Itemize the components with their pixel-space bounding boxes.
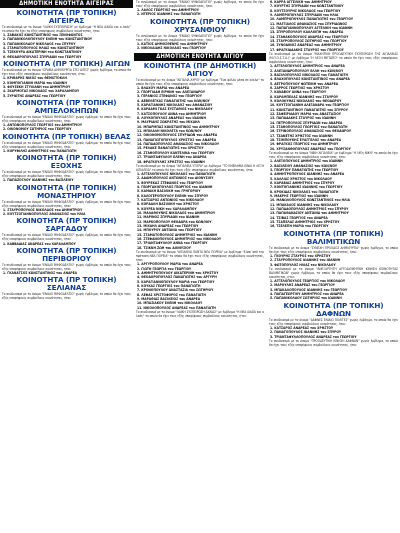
council-block (0, 217, 133, 245)
candidate-name: 17. ΤΡΙΑΝΤΑΦΥΛΛΟΥ ΑΝΝΑ του ΓΕΩΡΓΙΟΥ (137, 241, 208, 246)
candidate-name: 16. ΣΥΝΟΔΙΝΟΣ ΑΝΔΡΕΑΣ του ΔΗΜΗΤΡΙΟΥ (270, 43, 342, 48)
ticket-intro: Το συνδυασμό με το όνομα "ΑΝΕΞΑΡΤΗΤΗ ΑΥΤΟΔΙΟΙΚΗΤΙΚΗ ΚΙΝΗΣΗ ΚΟΙΝΟΤΗΤΑΣ ΒΑΛΙΜΙΤΙΚΩΝ" χωρίς έμβλημα, το οποίο θα έχει τους εξής υποψήφιους συμβούλους κοινότητας, ήτοι: (269, 266, 398, 279)
column-1 (0, 0, 133, 533)
candidate-name: 1. ΚΑΤΙΟΣ ΔΗΜΟΣΘΕΝΗΣ του ΔΗΜΗΤΡΙΟΥ (137, 41, 208, 46)
ticket-intro: Το συνδυασμό με το όνομα "ΕΝΙΑΙΟ ΨΗΦΟΔΕΛΤΙΟ" χωρίς έμβλημα, το οποίο θα έχει τους εξής υποψήφιους συμβούλους κοινότητας, ήτοι: (2, 140, 131, 149)
candidate-list (134, 8, 266, 17)
section-title: ΚΟΙΝΟΤΗΤΑ (ΠΡ ΤΟΠΙΚΗ) ΑΜΠΕΛΟΚΗΠΩΝ (16, 97, 117, 115)
candidate-name: 3. ΓΕΡΑΝΙΟΣ ΣΤΕΦΑΝΟΣ του ΓΕΩΡΓΙΟΥ (137, 94, 202, 99)
candidate-list (0, 123, 133, 132)
candidate-name: 1. ΚΑΤΣΑΡΟΣ ΑΝΔΡΕΑΣ του ΧΡΗΣΤΟΥ (270, 325, 334, 330)
candidate-name: 1. ΑΝΤΩΝΟΠΟΥΛΟΣ ΓΕΩΡΓΙΟΣ του ΔΗΜΗΤΡΙΟΥ (3, 123, 83, 128)
candidate-name: 15. ΣΤΑΜΑΤΟΠΟΥΛΟΣ ΔΗΜΗΤΡΙΟΣ του ΙΩΑΝΝΗ (137, 232, 217, 237)
candidate-list (267, 159, 400, 229)
ticket-intro: Το συνδυασμό με το όνομα "ΕΝΙΑΙΟ ΨΗΦΟΔΕΛΤΙΟ" χωρίς έμβλημα, το οποίο θα έχει τους εξής υποψήφιους συμβούλους κοινότητας, ήτοι: (2, 170, 131, 179)
candidate-name: 7. ΚΟΝΤΟΓΙΑΝΝΗΣ ΙΩΑΝΝΗΣ του ΓΕΩΡΓΙΟΥ (270, 185, 343, 190)
candidate-name: 10. ΚΟΥΤΣΟΓΙΑΝΝΗ ΑΛΕΞΑΝΔΡΑ του ΓΕΩΡΓΙΟΥ (270, 103, 350, 108)
candidate-name: 12. ΠΑΠΑΓΙΑΝΝΟΠΟΥΛΟΥ ΑΓΓΕΛΙΚΗ του ΙΩΑΝΝΗ (270, 26, 353, 31)
candidate-name: 19. ΦΡΑΓΚΟΣ ΓΕΩΡΓΙΟΣ του ΔΗΜΗΤΡΙΟΥ (270, 142, 339, 147)
candidate-name: 10. ΜΑΛΑΘΟΥΝΗΣ ΝΙΚΟΛΑΟΣ του ΔΗΜΗΤΡΙΟΥ (137, 211, 216, 216)
candidate-name: 18. ΤΣΙΜΠΟΥΚΗΣ ΕΥΑΓΓΕΛΟΣ του ΑΝΔΡΕΑ (270, 138, 342, 143)
ticket-intro: Το συνδυασμό με το όνομα "ΕΝΙΑΙΟ ΨΗΦΟΔΕΛΤΙΟ" χωρίς έμβλημα, το οποίο θα έχει τους εξής υποψήφιους συμβούλους κοινότητας, ήτοι: (2, 233, 131, 242)
candidate-name: 10. ΛΑΜΠΡΟΠΟΥΛΟΣ ΠΑΝΑΓΙΩΤΗΣ του ΓΕΩΡΓΙΟΥ (270, 17, 354, 22)
candidate-name: 9. ΜΑΥΡΙΔΗΣ ΣΩΚΡΑΤΗΣ του ΜΙΧΑΗΛ (137, 120, 200, 125)
candidate-name: 11. ΜΑΡΙΝΟΣ ΣΠΥΡΙΔΩΝ του ΙΩΑΝΝΗ (137, 215, 200, 220)
candidate-name: 14. ΠΕΤΡΟΠΟΥΛΟΣ ΣΠΥΡΙΔΩΝ του ΑΝΔΡΕΑ (270, 120, 343, 125)
candidate-name: 15. ΣΤΑΘΟΠΟΥΛΟΣ ΓΕΩΡΓΙΟΣ του ΠΑΝΑΓΙΩΤΗ (270, 125, 348, 130)
candidate-list (134, 42, 266, 51)
candidate-name: 3. ΒΑΣΙΛΟΠΟΥΛΟΣ ΝΙΚΟΛΑΟΣ του ΠΑΝΑΓΙΩΤΗ (270, 72, 348, 77)
candidate-name: 10. ΜΠΑΣΙΑΚΟΥ ΕΛΕΝΗ του ΝΙΚΟΛΑΟΥ (137, 301, 203, 306)
candidate-name: 10. ΜΑΝΩΛΟΠΟΥΛΟΣ ΚΩΝΣΤΑΝΤΙΝΟΣ του ΗΛΙΑ (270, 198, 350, 203)
candidate-name: 2. ΜΑΡΟΥΛΗΣ ΑΝΔΡΕΑΣ του ΓΕΩΡΓΙΟΥ (270, 283, 335, 288)
candidate-name: 13. ΠΑΝΑΓΙΩΤΟΠΟΥΛΟΣ ΧΡΗΣΤΟΣ του ΑΝΔΡΕΑ (137, 137, 217, 142)
section-title: ΚΟΙΝΟΤΗΤΑ (ΠΡ ΤΟΠΙΚΗ) ΔΑΦΝΩΝ (283, 300, 384, 318)
council-block (0, 276, 133, 300)
candidate-list (0, 178, 133, 182)
section-title: ΚΟΙΝΟΤΗΤΑ (ΠΡ ΤΟΠΙΚΗ) ΣΕΛΙΑΝΑΣ (16, 275, 117, 293)
candidate-list (0, 208, 133, 217)
candidate-name: 9. ΜΑΡΑΘΙΑΣ ΒΑΣΙΛΕΙΟΣ του ΑΝΔΡΕΑ (137, 297, 201, 302)
section-title: ΚΟΙΝΟΤΗΤΑ (ΠΡ ΤΟΠΙΚΗ) ΑΙΓΕΙΡΑΣ (16, 8, 117, 25)
candidate-name: 1. ΒΛΑΧΟΥ ΜΑΡΙΑ του ΑΝΔΡΕΑ (137, 85, 190, 90)
candidate-name: 14. ΜΠΟΥΡΟΥ ΑΝΤΩΝΙΑ του ΓΕΩΡΓΙΟΥ (137, 228, 202, 233)
candidate-name: 5. ΚΑΡΑΓΙΑΝΝΗΣ ΝΙΚΟΛΑΟΣ του ΑΘΑΝΑΣΙΟΥ (137, 103, 213, 108)
candidate-name: 3. ΒΟΥΡΕΚΑΣ ΣΤΕΦΑΝΟΣ του ΓΕΩΡΓΙΟΥ (137, 180, 204, 185)
council-block (267, 52, 400, 151)
ticket-intro: Το συνδυασμό με το όνομα "ΜΑΧΗΤΙΚΗ ΠΡΟΟΔΕΥΤΙΚΗ ΣΥΣΠΕΙΡΩΣΗ ΤΗΣ ΑΙΓΙΑΛΕΙΑΣ (Μ.Π.Ο.Σ.Τ.Α.)" με έμβλημα "Η ΛΕΞΗ ΜΕΤΩΠΟ" το οποίο θα έχει τους εξής υποψήφιους συμβούλους κοινότητας, ήτοι: (269, 52, 398, 65)
candidate-name: 16. ΣΤΑΘΟΠΟΥΛΟΥ ΚΑΝΤΕΛΙΝΑ του ΓΕΩΡΓΙΟΥ (137, 150, 215, 155)
candidate-name: 15. ΡΕΛΑΚΕ ΠΑΝΑΓΙΩΤΗΣ του ΧΡΗΣΤΟΥ (137, 146, 204, 151)
section-bar: ΔΗΜΟΤΙΚΗ ΕΝΟΤΗΤΑ ΑΙΓΕΙΡΑΣ (0, 0, 133, 8)
candidate-name: 1. ΠΑΠΑΖΟΓΛΟΥ ΙΩΑΝΝΗΣ του ΒΑΣΙΛΕΙΟΥ (3, 178, 74, 183)
candidate-name: 2. ΟΙΚΟΝΟΜΟΥ ΣΩΤΗΡΙΟΣ του ΓΕΩΡΓΙΟΥ (3, 127, 72, 132)
candidate-name: 4. ΠΑΠΑΓΕΩΡΓΙΟΥ ΔΗΜΗΤΡΙΟΣ του ΑΝΔΡΕΑ (270, 292, 344, 297)
council-block (0, 154, 133, 182)
candidate-name: 1. ΑΓΓΕΛΟΠΟΥΛΟΣ ΓΕΩΡΓΙΟΣ του ΝΙΚΟΛΑΟΥ (270, 279, 346, 283)
candidate-name: 16. ΤΣΕΛΕΠΗ ΜΑΡΙΑ του ΓΕΩΡΓΙΟΥ (270, 224, 329, 229)
candidate-name: 4. ΓΕΩΡΓΑΚΟΠΟΥΛΟΣ ΓΕΩΡΓΙΟΣ του ΙΩΑΝΝΗ (137, 184, 213, 189)
candidate-name: 2. ΣΤΑΥΡΟΠΟΥΛΟΣ ΙΩΑΝΝΗΣ του ΙΩΑΝΝΗ (270, 258, 341, 263)
candidate-name: 5. ΣΥΡΙΩΤΗΣ ΑΝΔΡΕΑΣ του ΓΕΩΡΓΙΟΥ (3, 93, 66, 98)
candidate-name: 4. ΔΕΒΕΛΕΓΚΑΣ ΠΑΝΑΓΙΩΤΗΣ του ΚΩΝ/ΝΟΥ (137, 98, 210, 103)
ticket-intro: Το συνδυασμό με το όνομα "ΕΝΙΑΙΟ ΨΗΦΟΔΕΛΤΙΟ" χωρίς έμβλημα, το οποίο θα έχει τους εξής υποψήφιους συμβούλους κοινότητας, ήτοι: (2, 199, 131, 208)
candidate-list (0, 76, 133, 98)
candidate-name: 8. ΚΟΡΔΑΛΗ ΒΑΣΙΛΙΚΗ του ΧΡΗΣΤΟΥ (137, 202, 200, 207)
council-block (134, 18, 266, 51)
candidate-name: 2. ΝΙΚΟΛΑΪΔΗΣ ΝΙΚΟΛΑΟΣ του ΓΕΩΡΓΙΟΥ (137, 46, 206, 51)
council-block (0, 133, 133, 153)
candidate-name: 2. ΓΕΩΡΓΙΑΔΗ ΕΙΡΗΝΗ του ΑΛΕΞΑΝΔΡΟΥ (137, 90, 206, 94)
candidate-name: 8. ΚΑΡΑΜΠΕΛΑΣ ΙΩΑΝΝΗΣ του ΣΤΑΥΡΟΥ (270, 94, 339, 99)
candidate-name: 5. ΚΑΜΑΚΗ ΒΑΣΙΛΙΚΗ του ΓΡΗΓΟΡΙΟΥ (137, 189, 201, 194)
council-block (134, 62, 266, 164)
candidate-name: 15. ΣΤΑΥΡΟΠΟΥΛΟΣ ΣΩΤΗΡΙΟΣ του ΓΕΩΡΓΙΟΥ (270, 39, 347, 44)
candidate-name: 11. ΜΑΓΓΙΑΛΟΣ ΑΘΑΝΑΣΙΟΣ του ΣΠΥΡΙΔΩΝΟΣ (270, 21, 348, 26)
council-block (0, 184, 133, 217)
candidate-name: 2. ΝΤΕΡΙΟΣ ΙΩΑΝΝΗΣ του ΠΑΝΑΓΙΩΤΗ (137, 12, 201, 17)
candidate-name: 7. ΚΑΤΣΑΡΟΣ ΑΝΤΩΝΙΟΣ του ΝΙΚΟΛΑΟΥ (137, 198, 204, 202)
candidate-name: 8. ΚΟΥΤΣΟΥΡΗΣ ΝΙΚΟΛΑΟΣ του ΓΕΩΡΓΙΟΥ (270, 8, 341, 13)
candidate-name: 6. ΚΑΛΟΓΕΡΟΠΟΥΛΟΥ ΕΛΕΝΗ του ΣΠΥΡΟΥ (137, 193, 209, 198)
ticket-intro: Το συνδυασμό με το όνομα "ΛΑΪΚΗ ΣΥΣΠΕΙΡΩΣΗ ΑΧΑΪΑΣ" με έμβλημα "Η ΝΕΑ ΑΧΑΪΑ και ο λαός" το οποίο θα έχει τους εξής υποψήφιους συμβούλους κοινότητας, ήτοι: (136, 310, 264, 319)
council-block (0, 247, 133, 275)
ticket-intro: Το συνδυασμό με το όνομα "ΕΝΙΑΙΟ ΨΗΦΟΔΕΛΤΙΟ" χωρίς έμβλημα, το οποίο θα έχει τους εξής υποψήφιους συμβούλους κοινότητας, ήτοι: (2, 292, 131, 301)
candidate-name: 5. ΚΑΛΛΙΑΣ ΧΡΗΣΤΟΣ του ΝΙΚΟΛΑΟΥ (270, 176, 332, 181)
candidate-name: 8. ΚΡΟΚΙΔΑΣ ΝΙΚΟΛΑΟΣ του ΠΑΝΑΓΙΩΤΗ (270, 189, 339, 194)
candidate-name: 17. ΤΡΙΑΝΤΑΦΥΛΛΟΥ ΕΛΕΝΗ του ΑΝΔΡΕΑ (137, 155, 207, 160)
candidate-name: 7. ΚΟΥΡΤΗΣ ΣΠΥΡΙΔΩΝ του ΚΩΝΣΤΑΝΤΙΝΟΥ (270, 4, 344, 9)
section-bar: ΔΗΜΟΤΙΚΗ ΕΝΟΤΗΤΑ ΑΙΓΙΟΥ (134, 53, 266, 61)
candidate-name: 13. ΠΑΠΑΘΑΝΑΣΙΟΥ ΑΝΤΩΝΙΑ του ΔΗΜΗΤΡΙΟΥ (270, 211, 349, 216)
council-block (134, 250, 266, 310)
candidate-name: 10. ΜΠΑΡΜΠΑΣ ΚΩΝΣΤΑΝΤΙΝΟΣ του ΔΗΜΗΤΡΙΟΥ (137, 124, 220, 129)
candidate-name: 1. ΛΑΛΟΣ ΓΕΩΡΓΙΟΣ του ΔΗΜΗΤΡΙΟΥ (137, 8, 199, 13)
candidate-name: 4. ΔΗΜΗΤΡΟΠΟΥΛΟΣ ΙΩΑΝΝΗΣ του ΑΝΔΡΕΑ (270, 172, 345, 177)
candidate-name: 2. ΠΑΝΑΓΟΠΟΥΛΟΣ ΙΩΑΝΝΗΣ του ΣΠΥΡΟΥ (270, 330, 342, 335)
ticket-intro: Το συνδυασμό με το όνομα "ΣΥΝΕΧΗ ΠΡΟΟΔΟΣ ΔΗΜΙΟΥΡΓΙΑ" χωρίς έμβλημα, το οποίο θα έχει τους εξής υποψήφιους συμβούλους κοινότητας, ήτοι: (269, 245, 398, 254)
council-block (267, 230, 400, 267)
ticket-intro: Το συνδυασμό με το όνομα "ΕΝΙΑΙΟ ΨΗΦΟΔΕΛΤΙΟ" χωρίς έμβλημα, το οποίο θα έχει τους εξής υποψήφιους συμβούλους κοινότητας, ήτοι: (136, 0, 264, 9)
candidate-name: 1. ΓΚΑΝΑΤΣΟΣ ΚΩΝΣΤΑΝΤΙΝΟΣ του ΑΝΔΡΕΑ (3, 270, 78, 275)
candidate-name: 4. ΣΚΑΡΜΟΤΑΣ ΝΙΚΟΛΑΟΣ του ΧΑΡΑΛΑΜΠΟΥ (3, 89, 80, 94)
candidate-name: 17. ΦΡΑΓΚΙΑΔΑΚΗΣ ΣΤΑΥΡΟΣ του ΓΕΩΡΓΙΟΥ (270, 47, 344, 52)
candidate-name: 11. ΝΙΚΟΛΟΠΟΥΛΟΣ ΑΝΔΡΕΑΣ του ΠΑΝΑΓΙΩΤΗ (137, 305, 216, 310)
council-block (134, 310, 266, 318)
candidate-name: 11. ΚΩΝΣΤΑΝΤΙΝΟΥ ΠΑΝΑΓΙΩΤΗΣ του ΣΠΥΡΟΥ (270, 107, 348, 112)
ticket-intro: Το συνδυασμό με το όνομα "ΠΡΟΟΔΕΥΤΙΚΗ ΚΙΝΗΣΗ ΔΑΦΝΩΝ" χωρίς έμβλημα, το οποίο θα έχει τους εξής υποψήφιους συμβούλους κοινότητας, ήτοι: (269, 338, 398, 347)
section-title: ΚΟΙΝΟΤΗΤΑ (ΠΡ ΤΟΠΙΚΗ) ΒΑΛΙΜΙΤΙΚΩΝ (283, 228, 384, 246)
candidate-list (267, 279, 400, 301)
candidate-name: 5. ΔΕΤΡΟΠΟΥΛΟΥ ΦΩΤΕΙΝΗ του ΑΝΔΡΕΑ (270, 81, 339, 86)
candidate-list (134, 86, 266, 164)
candidate-name: 14. ΠΑΠΑΔΟΠΟΥΛΟΣ ΑΘΑΝΑΣΙΟΣ του ΝΙΚΟΛΑΟΥ (137, 142, 220, 147)
candidate-name: 9. ΜΑΚΡΗΣ ΓΕΩΡΓΙΟΣ του ΙΩΑΝΝΗ (270, 193, 328, 198)
candidate-name: 8. ΛΟΥΚΟΠΟΥΛΟΣ ΑΝΔΡΕΑΣ του ΙΩΑΝΝΗ (137, 116, 206, 121)
candidate-name: 6. ΚΑΡΑΒΙΑΣ ΔΗΜΗΤΡΙΟΣ του ΣΠΥΡΟΥ (270, 180, 335, 185)
candidate-list (267, 64, 400, 151)
section-title: ΚΟΙΝΟΤΗΤΑ (ΠΡ ΤΟΠΙΚΗ) ΑΙΓΩΝ (3, 59, 130, 69)
candidate-name: 2. ΓΙΩΤΗ ΓΕΩΡΓΙΑ του ΓΕΩΡΓΙΟΥ (137, 266, 192, 271)
candidate-list (267, 254, 400, 267)
candidate-name: 5. ΠΑΠΑΝΙΚΟΛΑΟΥ ΣΩΤΗΡΙΟΣ του ΙΩΑΝΝΗ (270, 296, 342, 301)
candidate-name: 2. ΚΟΥΤΣΟΓΙΑΝΝΟΠΟΥΛΟΣ ΑΘΑΝΑΣΙΟΣ του ΗΛΙΑ (3, 212, 86, 217)
candidate-name: 2. ΑΛΕΞΑΝΔΡΟΠΟΥΛΟΥ ΕΛΛΗ του ΚΩΝ/ΝΟΥ (270, 68, 344, 73)
candidate-name: 1. ΑΓΓΕΛΟΠΟΥΛΟΣ ΝΙΚΟΛΑΟΣ του ΠΑΝΑΓΙΩΤΗ (137, 171, 216, 176)
candidate-name: 7. ΚΑΤΣΟΠΟΥΛΟΥ ΑΝΝΑ του ΔΗΜΗΤΡΙΟΥ (137, 111, 207, 116)
candidate-name: 4. ΘΕΟΔΟΡΟΠΟΥΛΟΣ ΠΑΝΑΓΙΩΤΗΣ του ΑΡΓΥΡΗ (137, 275, 217, 280)
candidate-name: 14. ΣΤΑΘΑΚΟΠΟΥΛΟΣ ΑΝΔΡΕΑΣ του ΓΕΩΡΓΙΟΥ (270, 34, 349, 39)
candidate-name: 11. ΜΠΙΛΑΛΗ ΝΙΚΟΛΕΤΑ του ΚΩΝ/ΝΟΥ (137, 129, 202, 134)
section-title: ΚΟΙΝΟΤΗΤΑ (ΠΡ ΤΟΠΙΚΗ) ΠΕΡΙΒΟΡΙΟΥ (16, 245, 117, 263)
candidate-name: 3. ΦΟΥΣΕΚΗ ΣΤΥΛΙΑΝΗ του ΔΗΜΗΤΡΙΟΥ (3, 84, 71, 89)
ticket-intro: Το συνδυασμό με το όνομα "ΛΑΪΚΗ ΣΥΣΠΕΙΡΩΣΗ" με έμβλημα "Η ΝΕΑ ΑΧΑΪΑ και ο λαός" το οποίο θα έχει τα εξής υποψήφιους συμβούλους κοινότητας, ήτοι: (2, 25, 131, 34)
candidate-name: 8. ΛΕΦΑΣ ΧΡΙΣΤΟΦΟΡΟΣ του ΠΑΝΑΓΙΩΤΗ (137, 292, 206, 297)
candidate-name: 6. ΚΑΡΡΑ ΑΓΓΕΛΙΚΗ του ΔΗΜΗΤΡΙΟΥ (270, 0, 332, 4)
candidate-name: 9. ΚΟΥΡΕΑ ΝΙΚΗ του ΧΑΡΑΛΑΜΠΟΥ (137, 206, 197, 211)
candidate-name: 2. ΠΑΠΑΝΙΚΟΛΟΠΟΥΛΟΥ ΕΛΕΝΗ του ΚΩΝΣΤΑΝΤΙΝΟΥ (3, 37, 93, 42)
candidate-name: 13. ΠΑΠΑΔΑΚΗΣ ΣΤΑΥΡΟΣ του ΙΩΑΝΝΗ (270, 116, 336, 121)
candidate-name: 7. ΚΡΟΝΟΠΟΥΛΟΥ ΑΝΑΣΤΑΣΙΑ του ΣΩΤΗΡΙΟΥ (137, 288, 214, 293)
candidate-name: 6. ΚΟΥΚΑΣ ΓΕΩΡΓΙΟΣ του ΠΑΝΑΓΙΩΤΗ (137, 283, 201, 288)
candidate-name: 12. ΠΑΠΑΔΟΠΟΥΛΟΣ ΔΗΜΗΤΡΙΟΣ του ΣΠΥΡΟΥ (270, 207, 349, 212)
candidate-name: 17. ΤΖΑΝΕΤΗΣ ΧΡΗΣΤΟΣ του ΙΩΑΝΝΗ (270, 133, 333, 138)
section-title: ΚΟΙΝΟΤΗΤΑ (ΠΡ ΤΟΠΙΚΗ) ΒΕΛΑΣ (2, 131, 131, 141)
council-block (267, 302, 400, 339)
council-block (267, 267, 400, 301)
candidate-name: 6. ΚΑΡΔΑΜΙ ΓΚΑΣ ΕΥΣΤΑΘΙΟΣ του ΝΙΚΟΛΑΟΥ (137, 107, 213, 112)
candidate-name: 18. ΤΣΙΚΝΗ ΖΩΗ του ΔΙΟΝΥΣΙΟΥ (137, 245, 191, 250)
section-title: ΚΟΙΝΟΤΗΤΑ (ΠΡ ΤΟΠΙΚΗ) ΣΑΡΓΑΔΟΥ (16, 216, 117, 234)
candidate-name: 1. ΚΟΡΥΦΙΛΗΣ ΔΗΜΗΤΡΙΟΣ του ΠΑΝΑΓΙΩΤΗ (3, 148, 77, 153)
candidate-name: 1. ΑΛΕΞΟΠΟΥΛΟΣ ΔΗΜΗΤΡΙΟΣ του ΙΩΑΝΝΗ (270, 159, 343, 164)
section-title: ΚΟΙΝΟΤΗΤΑ (ΠΡ ΤΟΠΙΚΗ) ΧΡΥΣΑΝΘΙΟΥ (150, 16, 250, 34)
candidate-name: 18. ΦΡΑΓΚΟΥΛΗΣ ΧΡΗΣΤΟΣ του ΙΩΑΝΝΗ (137, 159, 205, 164)
candidate-name: 14. ΤΖΙΒΑΣ ΓΕΩΡΓΙΟΣ του ΑΝΔΡΕΑ (270, 215, 328, 220)
section-title: ΚΟΙΝΟΤΗΤΑ (ΠΡ ΤΟΠΙΚΗ) ΕΞΟΧΗΣ (16, 153, 117, 171)
candidate-name: 3. ΦΩΤΟΠΟΥΛΟΣ ΗΛΙΑΣ του ΝΙΚΟΛΑΟΥ (270, 262, 336, 267)
candidate-name: 5. ΤΣΕΚΟΥΡΑ ΑΙΚΑΤΕΡΙΝΗ του ΚΩΝΣΤΑΝΤΙΝΟΥ (3, 50, 82, 55)
candidate-name: 1. ΑΓΓΕΛΟΠΟΥΛΟΣ ΔΗΜΗΤΡΙΟΣ του ΑΝΔΡΕΑ (270, 64, 345, 69)
candidate-name: 4. ΣΤΑΜΑΤΟΠΟΥΛΟΣ ΗΛΙΑΣ του ΚΩΝΣΤΑΝΤΙΝΟΥ (3, 46, 85, 51)
ticket-intro: Το συνδυασμό με το όνομα "ΝΙΚΗ ΑΙΓΙΑΛΕΙΑ" με έμβλημα "Η λέξη ΝΙΚΗ" το οποίο θα έχει τους εξής υποψήφιους συμβούλους κοινότητας, ήτοι: (269, 151, 398, 160)
candidate-name: 4. ΒΛΑΧΟΠΟΥΛΟΣ ΚΩΝΣΤΑΝΤΙΝΟΣ του ΑΝΔΡΕΑ (270, 77, 350, 82)
candidate-name: 2. ΑΔΑΜΟΠΟΥΛΟΣ ΑΝΤΩΝΙΟΣ του ΔΙΟΝΥΣΙΟΥ (137, 176, 214, 181)
candidate-name: 2. ΒΑΣΙΛΕΙΟΥ ΑΘΑΝΑΣΙΟΣ του ΚΩΝ/ΝΟΥ (270, 163, 338, 168)
candidate-name: 1. ΣΤΑΥΡΟΠΟΥΛΟΣ ΝΙΚΟΛΑΟΣ του ΔΗΜΗΤΡΙΟΥ (3, 207, 83, 212)
ticket-intro: Το συνδυασμό με το όνομα "ΕΝΙΑΙΟ ΨΗΦΟΔΕΛΤΙΟ" χωρίς έμβλημα, το οποίο θα έχει τους εξής υποψήφιους συμβούλους κοινότητας, ήτοι: (136, 33, 264, 42)
candidate-name: 3. ΤΡΙΑΝΤΑΦΥΛΛΟΠΟΥΛΟΣ ΑΝΔΡΕΑΣ του ΓΕΩΡΓΙΟΥ (270, 334, 357, 339)
candidate-name: 13. ΜΙΧΑΗΛ ΑΝΔΡΕΑΣ του ΓΕΩΡΓΙΟΥ (137, 224, 199, 229)
ticket-intro: Το συνδυασμό με το όνομα "ΕΝΙΑΙΟ ΨΗΦΟΔΕΛΤΙΟ" χωρίς έμβλημα, το οποίο θα έχει τους εξής υποψήφιους συμβούλους κοινότητας, ήτοι: (2, 262, 131, 271)
candidate-name: 2. ΚΟΜΠΟΓΙΑΝΝΗ ΜΑΡΙΑ του ΙΩΑΝΝΗ (3, 80, 67, 85)
section-title: ΚΟΙΝΟΤΗΤΑ (ΠΡ ΤΟΠΙΚΗ) ΜΟΝΑΣΤΗΡΙΟΥ (16, 182, 117, 200)
candidate-name: 1. ΚΡΙΘΑΡΗΣ ΝΙΚΟΣ του ΘΕΜΙΣΤΟΚΛΗ (3, 76, 67, 81)
council-block (0, 9, 133, 59)
candidate-name: 16. ΣΤΕΦΑΝΟΠΟΥΛΟΣ ΔΗΜΗΤΡΙΟΣ του ΝΙΚΟΛΑΟΥ (137, 237, 222, 242)
candidate-list (267, 0, 400, 52)
candidate-name: 3. ΠΑΠΑΝΙΚΟΛΑΟΥ ΝΙΚΟΛΑΟΣ του ΣΠΥΡΟΥ (3, 41, 76, 46)
column-3 (267, 0, 400, 533)
candidate-name: 12. ΖΑΦΕΙΡΙΑΔΟΥ ΜΑΡΙΑ του ΑΝΑΣΤΑΣΙΟΥ (270, 112, 341, 117)
ticket-intro: Το συνδυασμό με το όνομα "ΑΙΓΙΑΛΕΙΑ ΠΑΝΤΑ ΝΕΑ ΠΟΡΕΙΑ" με έμβλημα "Είναι από την πρόταση ΝΕΑ ΠΟΡΕΙΑ" το οποίο θα έχει τους εξής υποψήφιους συμβούλους κοινότητας, ήτοι: (136, 250, 264, 263)
ticket-intro: Το συνδυασμό με το όνομα "ΔΑΦΝΕΣ ΕΝΙΑΙΟ ΠΟΛΙΤΕΣ" χωρίς έμβλημα, το οποίο θα έχει τους εξής υποψήφιους συμβούλους κοινότητας, ήτοι: (269, 317, 398, 326)
candidate-name: 3. ΔΗΜΗΤΡΟΠΟΥΛΟΥ ΑΙΚΑΤΕΡΙΝΗ του ΧΡΗΣΤΟΥ (137, 270, 219, 275)
council-block (134, 164, 266, 250)
column-2 (134, 0, 266, 533)
candidate-name: 1. ΚΑΒΒΑΔΙΑΣ ΑΝΔΡΕΑΣ του ΧΑΡΑΛΑΜΠΟΥ (3, 241, 76, 246)
candidate-name: 1. ΖΑΒΑΚΟΣ ΚΩΝΣΤΑΝΤΙΝΟΣ του ΞΕΝΟΦΩΝΤΟΣ (3, 33, 83, 38)
candidate-name: 6. ΖΑΡΡΟΣ ΓΕΩΡΓΙΟΣ του ΧΡΗΣΤΟΥ (270, 85, 330, 90)
ticket-intro: Το συνδυασμό με το όνομα "ΟΡΑΜΑ ΔΗΜΙΟΥΡΓΙΑ ΣΤΙΣ ΑΙΓΕΣ" χωρίς έμβλημα, το οποίο θα έχει τους εξής υποψήφιους συμβούλους κοινότητας, ήτοι: (2, 68, 131, 77)
council-block (0, 99, 133, 132)
candidate-name: 12. ΟΙΚΟΝΟΜΟΠΟΥΛΟΣ ΣΠΥΡΙΔΩΝ του ΑΝΔΡΕΑ (137, 133, 218, 138)
candidate-list (0, 33, 133, 59)
candidate-name: 12. ΜΑΡΚΟΠΟΥΛΟΥ ΘΕΟΔΩΡΑ του ΚΩΝ/ΝΟΥ (137, 219, 212, 224)
candidate-name: 15. ΤΣΑΠΕΛΑΣ ΔΗΜΗΤΡΙΟΣ του ΧΡΗΣΤΟΥ (270, 220, 340, 225)
ticket-intro: Το συνδυασμό με το όνομα "ΕΝΙΑΙΟ ΨΗΦΟΔΕΛΤΙΟ" χωρίς έμβλημα, το οποίο θα έχει τους εξής υποψήφιους συμβούλους κοινότητας, ήτοι: (2, 114, 131, 124)
candidate-name: 13. ΣΠΥΡΟΠΟΥΛΟΥ ΚΑΛΛΙΟΠΗ του ΑΝΔΡΕΑ (270, 30, 344, 35)
candidate-list (134, 172, 266, 250)
candidate-name: 9. ΛΑΜΠΡΟΠΟΥΛΟΣ ΣΠΥΡΙΔΩΝ του ΗΛΙΑ (270, 13, 339, 18)
candidate-name: 16. ΣΤΡΙΝΟΠΟΥΛΟΣ ΑΘΑΝΑΣΙΟΣ του ΘΕΟΔΩΡΟΥ (270, 129, 352, 134)
candidate-name: 1. ΓΚΟΥΡΗΣ ΣΤΑΥΡΟΣ του ΧΡΗΣΤΟΥ (270, 253, 331, 258)
ticket-intro: Το συνδυασμό με το όνομα "ΑΙΓΙΑΛΕΙΑ ΥΤΟΡΑ" με έμβλημα "ΤΟ ΕΜΒΛΗΜΑ ΕΙΝΑΙ Η ΛΕΞΗ ΑΙΓΙΑΛΕΙΑ" το οποίο θα έχει τους εξής υποψήφιους συμβούλους κοινότητας, ήτοι: (136, 163, 264, 172)
candidate-name: 11. ΜΠΑΚΑΛΟΣ ΙΩΑΝΝΗΣ του ΝΙΚΟΛΑΟΥ (270, 202, 339, 207)
candidate-list (134, 262, 266, 310)
candidate-name: 20. ΧΡΥΣΑΝΘΟΠΟΥΛΟΣ ΑΝΔΡΕΑΣ του ΓΕΩΡΓΙΟΥ (270, 146, 351, 151)
candidate-name: 1. ΑΡΓΥΡΟΠΟΥΛΟΥ ΜΑΡΙΑ του ΑΝΔΡΕΑ (137, 262, 203, 267)
candidate-name: 9. ΚΟΛΟΚΥΘΑΣ ΝΙΚΟΛΑΟΣ του ΘΕΟΔΩΡΟΥ (270, 99, 342, 104)
council-block (0, 60, 133, 98)
council-block (267, 151, 400, 229)
candidate-list (267, 326, 400, 339)
candidate-name: 7. ΚΑΝΑΒΟΥ ΑΝΝΑ του ΓΕΩΡΓΙΟΥ (270, 90, 327, 95)
candidate-name: 3. ΜΠΑΚΑΛΟΠΟΥΛΟΣ ΙΩΑΝΝΗΣ του ΓΕΩΡΓΙΟΥ (270, 287, 348, 292)
section-title: ΚΟΙΝΟΤΗΤΑ (ΠΡ ΔΗΜΟΤΙΚΗ) ΑΙΓΙΟΥ (143, 60, 257, 78)
candidate-name: 5. ΚΑΡΑΓΙΑΝΝΟΠΟΥΛΟΥ ΜΑΡΙΑ του ΓΕΩΡΓΙΟΥ (137, 279, 215, 284)
candidate-name: 3. ΓΕΩΡΓΙΟΥ ΠΑΝΑΓΙΩΤΗΣ του ΓΕΩΡΓΙΟΥ (270, 167, 339, 172)
candidate-name: 6. ΘΕΟΔΩΡΟΠΟΥΛΟΣ ΣΠΥΡΙΔΩΝ του ΓΕΩΡΓΙΟΥ (3, 54, 82, 59)
council-block (267, 339, 400, 347)
ticket-intro: Το συνδυασμό με το όνομα "ΑΙΓΙΑΛΙΑ ΑΥΡΙΟ" με έμβλημα "Ένα φύλλο μέσα σε κύκλο" το οποίο θα έχει τους εξής υποψήφιους συμβούλους κοινότητας, ήτοι: (136, 77, 264, 86)
